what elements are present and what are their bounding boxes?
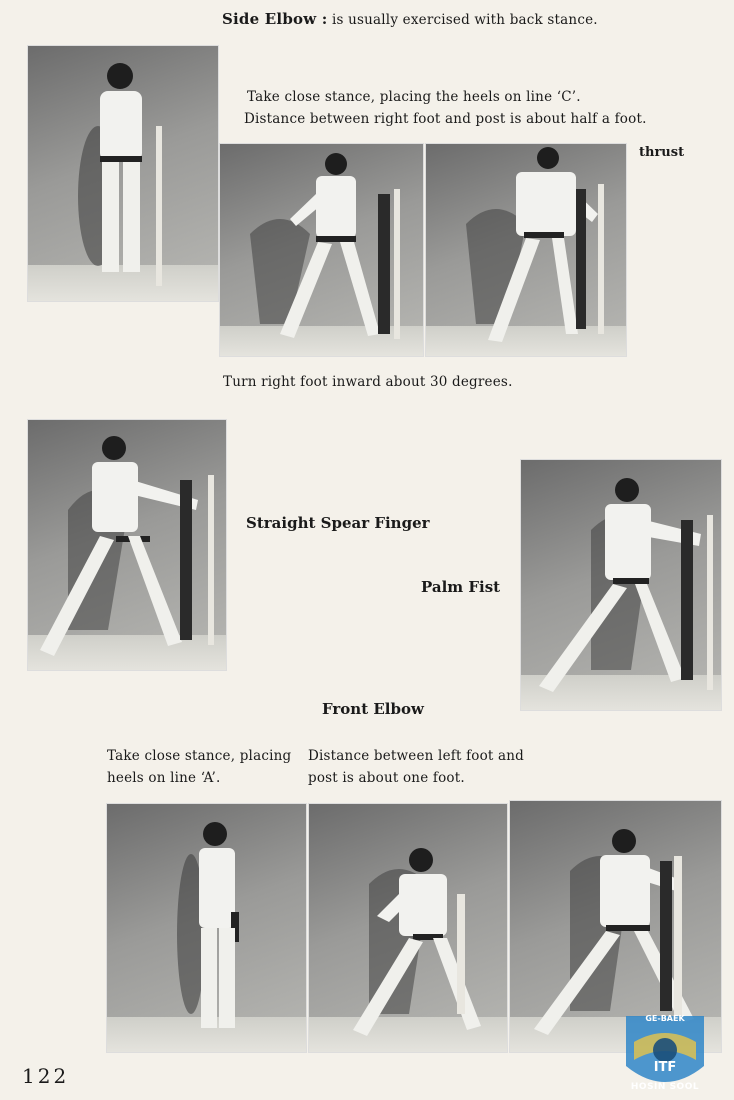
side-elbow-title: Side Elbow : xyxy=(222,10,328,28)
photo-straight-spear-finger xyxy=(27,419,227,671)
photo-side-elbow-step-2 xyxy=(425,143,627,357)
side-elbow-heading xyxy=(222,8,598,31)
front-elbow-left-line-1: Take close stance, placing xyxy=(107,748,292,764)
thrust-label: thrust xyxy=(639,145,685,160)
side-elbow-caption: Turn right foot inward about 30 degrees. xyxy=(223,374,513,390)
photo-front-elbow-step-1 xyxy=(308,803,508,1053)
front-elbow-right-line-2: post is about one foot. xyxy=(308,770,465,786)
photo-side-elbow-ready xyxy=(27,45,219,302)
photo-side-elbow-step-1 xyxy=(219,143,424,357)
front-elbow-label: Front Elbow xyxy=(322,700,424,718)
front-elbow-left-line-2: heels on line ‘A’. xyxy=(107,770,221,786)
front-elbow-right-line-1: Distance between left foot and xyxy=(308,748,525,764)
itf-hosin-sool-logo xyxy=(622,1012,708,1094)
logo-mid-text: ITF xyxy=(653,1060,677,1075)
photo-palm-fist xyxy=(520,459,722,711)
straight-spear-finger-label: Straight Spear Finger xyxy=(246,514,430,532)
palm-fist-label: Palm Fist xyxy=(421,578,501,596)
side-elbow-instruction-2: Distance between right foot and post is about half a foot. xyxy=(244,111,647,127)
front-elbow-right-text xyxy=(308,745,524,789)
side-elbow-instruction-1: Take close stance, placing the heels on line ‘C’. xyxy=(247,89,581,105)
front-elbow-left-text xyxy=(107,745,291,789)
photo-front-elbow-ready xyxy=(106,803,307,1053)
logo-bottom-text: HOSIN SOOL xyxy=(630,1082,700,1092)
logo-top-text: GE-BAEK xyxy=(645,1014,685,1023)
side-elbow-description: is usually exercised with back stance. xyxy=(331,12,598,28)
page-number: 122 xyxy=(22,1064,70,1088)
